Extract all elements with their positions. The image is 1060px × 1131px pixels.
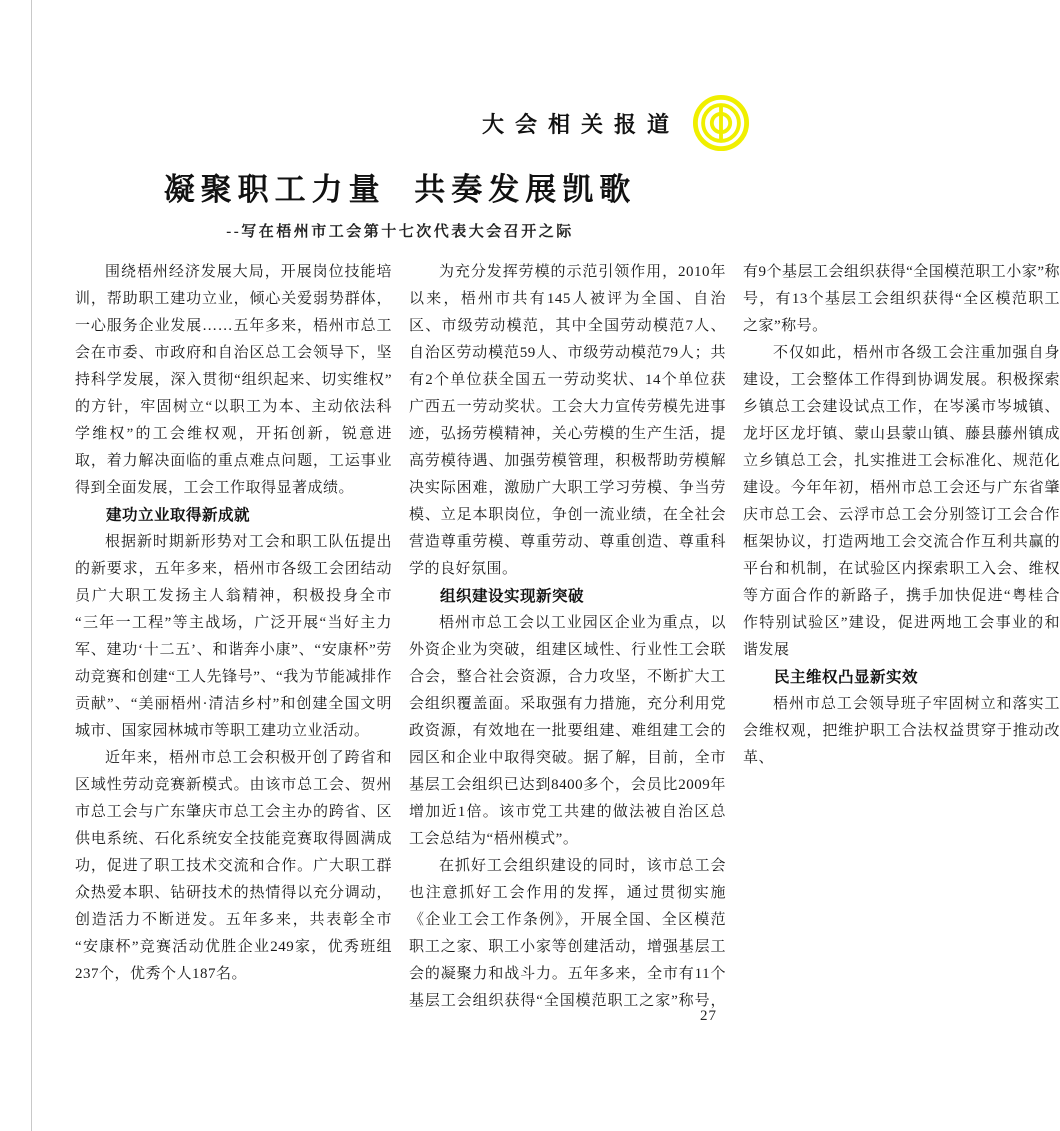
section-heading: 组织建设实现新突破 [440, 588, 585, 605]
paragraph: 梧州市总工会以工业园区企业为重点，以外资企业为突破，组建区域性、行业性工会联合会，整合社会资源，合力攻坚，不断扩大工会组织覆盖面。采取强有力措施，充分利用党政资源，有效地在一批要组建、难组建工会的园区和企业中取得突破。据了解，目前，全市基层工会组织已达到8400多个，会员比2009年增加近1倍。该市党工共建的做法被自治区总工会总结为“梧州模式”。 [409, 615, 726, 847]
paragraph: 为充分发挥劳模的示范引领作用，2010年以来，梧州市共有145人被评为全国、自治区、市级劳动模范，其中全国劳动模范7人、自治区劳动模范59人、市级劳动模范79人；共有2个单位获全国五一劳动奖状、14个单位获广西五一劳动奖状。工会大力宣传劳模先进事迹，弘扬劳模精神，关心劳模的生产生活，提高劳模待遇、加强劳模管理，积极帮助劳模解决实际困难，激励广大职工学习劳模、争当劳模、立足本职岗位，争创一流业绩，在全社会营造尊重劳模、尊重劳动、尊重创造、尊重科学的良好氛围。 [409, 264, 726, 577]
page-number: 27 [700, 1008, 717, 1024]
section-heading: 民主维权凸显新实效 [774, 669, 919, 686]
paragraph: 在抓好工会组织建设的同时，该市总工会也注意抓好工会作用的发挥，通过贯彻实施《企业工会工作条例》，开展全国、全区模范职工之家、职工小家等创建活动，增强基层工会的凝聚力和战斗力。五年多来，全市有11个基层工会组织获得“全国模范职工之家”称号，有9个基层工会组织获得“全国模范职工小家”称号，有13个基层工会组织获得“全区模范职工之家”称号。 [409, 264, 1060, 1009]
paragraph: 近年来，梧州市总工会积极开创了跨省和区域性劳动竞赛新模式。由该市总工会、贺州市总工会与广东肇庆市总工会主办的跨省、区供电系统、石化系统安全技能竞赛取得圆满成功，促进了职工技术交流和合作。广大职工群众热爱本职、钻研技术的热情得以充分调动，创造活力不断迸发。五年多来，共表彰全市“安康杯”竞赛活动优胜企业249家，优秀班组237个，优秀个人187名。 [75, 750, 392, 982]
paragraph: 不仅如此，梧州市各级工会注重加强自身建设，工会整体工作得到协调发展。积极探索乡镇总工会建设试点工作，在岑溪市岑城镇、龙圩区龙圩镇、蒙山县蒙山镇、藤县藤州镇成立乡镇总工会，扎实推进工会标准化、规范化建设。今年年初，梧州市总工会还与广东省肇庆市总工会、云浮市总工会分别签订工会合作框架协议，打造两地工会交流合作互利共赢的平台和机制，在试验区内探索职工入会、维权等方面合作的新路子，携手加快促进“粤桂合作特别试验区”建设，促进两地工会事业的和谐发展 [743, 345, 1060, 658]
article-body [75, 259, 1060, 1017]
section-heading: 建功立业取得新成就 [106, 507, 251, 524]
report-category-label: 大会相关报道 [481, 111, 680, 137]
article-subtitle: --写在梧州市工会第十七次代表大会召开之际 [226, 224, 574, 240]
paragraph: 围绕梧州经济发展大局，开展岗位技能培训，帮助职工建功立业，倾心关爱弱势群体，一心服务企业发展……五年多来，梧州市总工会在市委、市政府和自治区总工会领导下，坚持科学发展，深入贯彻“组织起来、切实维权”的方针，牢固树立“以职工为本、主动依法科学维权”的工会维权观，开拓创新，锐意进取，着力解决面临的重点难点问题，工运事业得到全面发展，工会工作取得显著成绩。 [75, 264, 392, 496]
trade-union-logo-icon [692, 94, 750, 152]
paragraph: 根据新时期新形势对工会和职工队伍提出的新要求，五年多来，梧州市各级工会团结动员广大职工发扬主人翁精神，积极投身全市“三年一工程”等主战场，广泛开展“当好主力军、建功‘十二五’、和谐奔小康”、“安康杯”劳动竞赛和创建“工人先锋号”、“我为节能减排作贡献”、“美丽梧州·清洁乡村”和创建全国文明城市、国家园林城市等职工建功立业活动。 [75, 534, 392, 739]
paragraph: 梧州市总工会领导班子牢固树立和落实工会维权观，把维护职工合法权益贯穿于推动改革、 [743, 696, 1060, 766]
header-banner [482, 94, 750, 152]
article-title: 凝聚职工力量 共奏发展凯歌 [163, 172, 637, 207]
